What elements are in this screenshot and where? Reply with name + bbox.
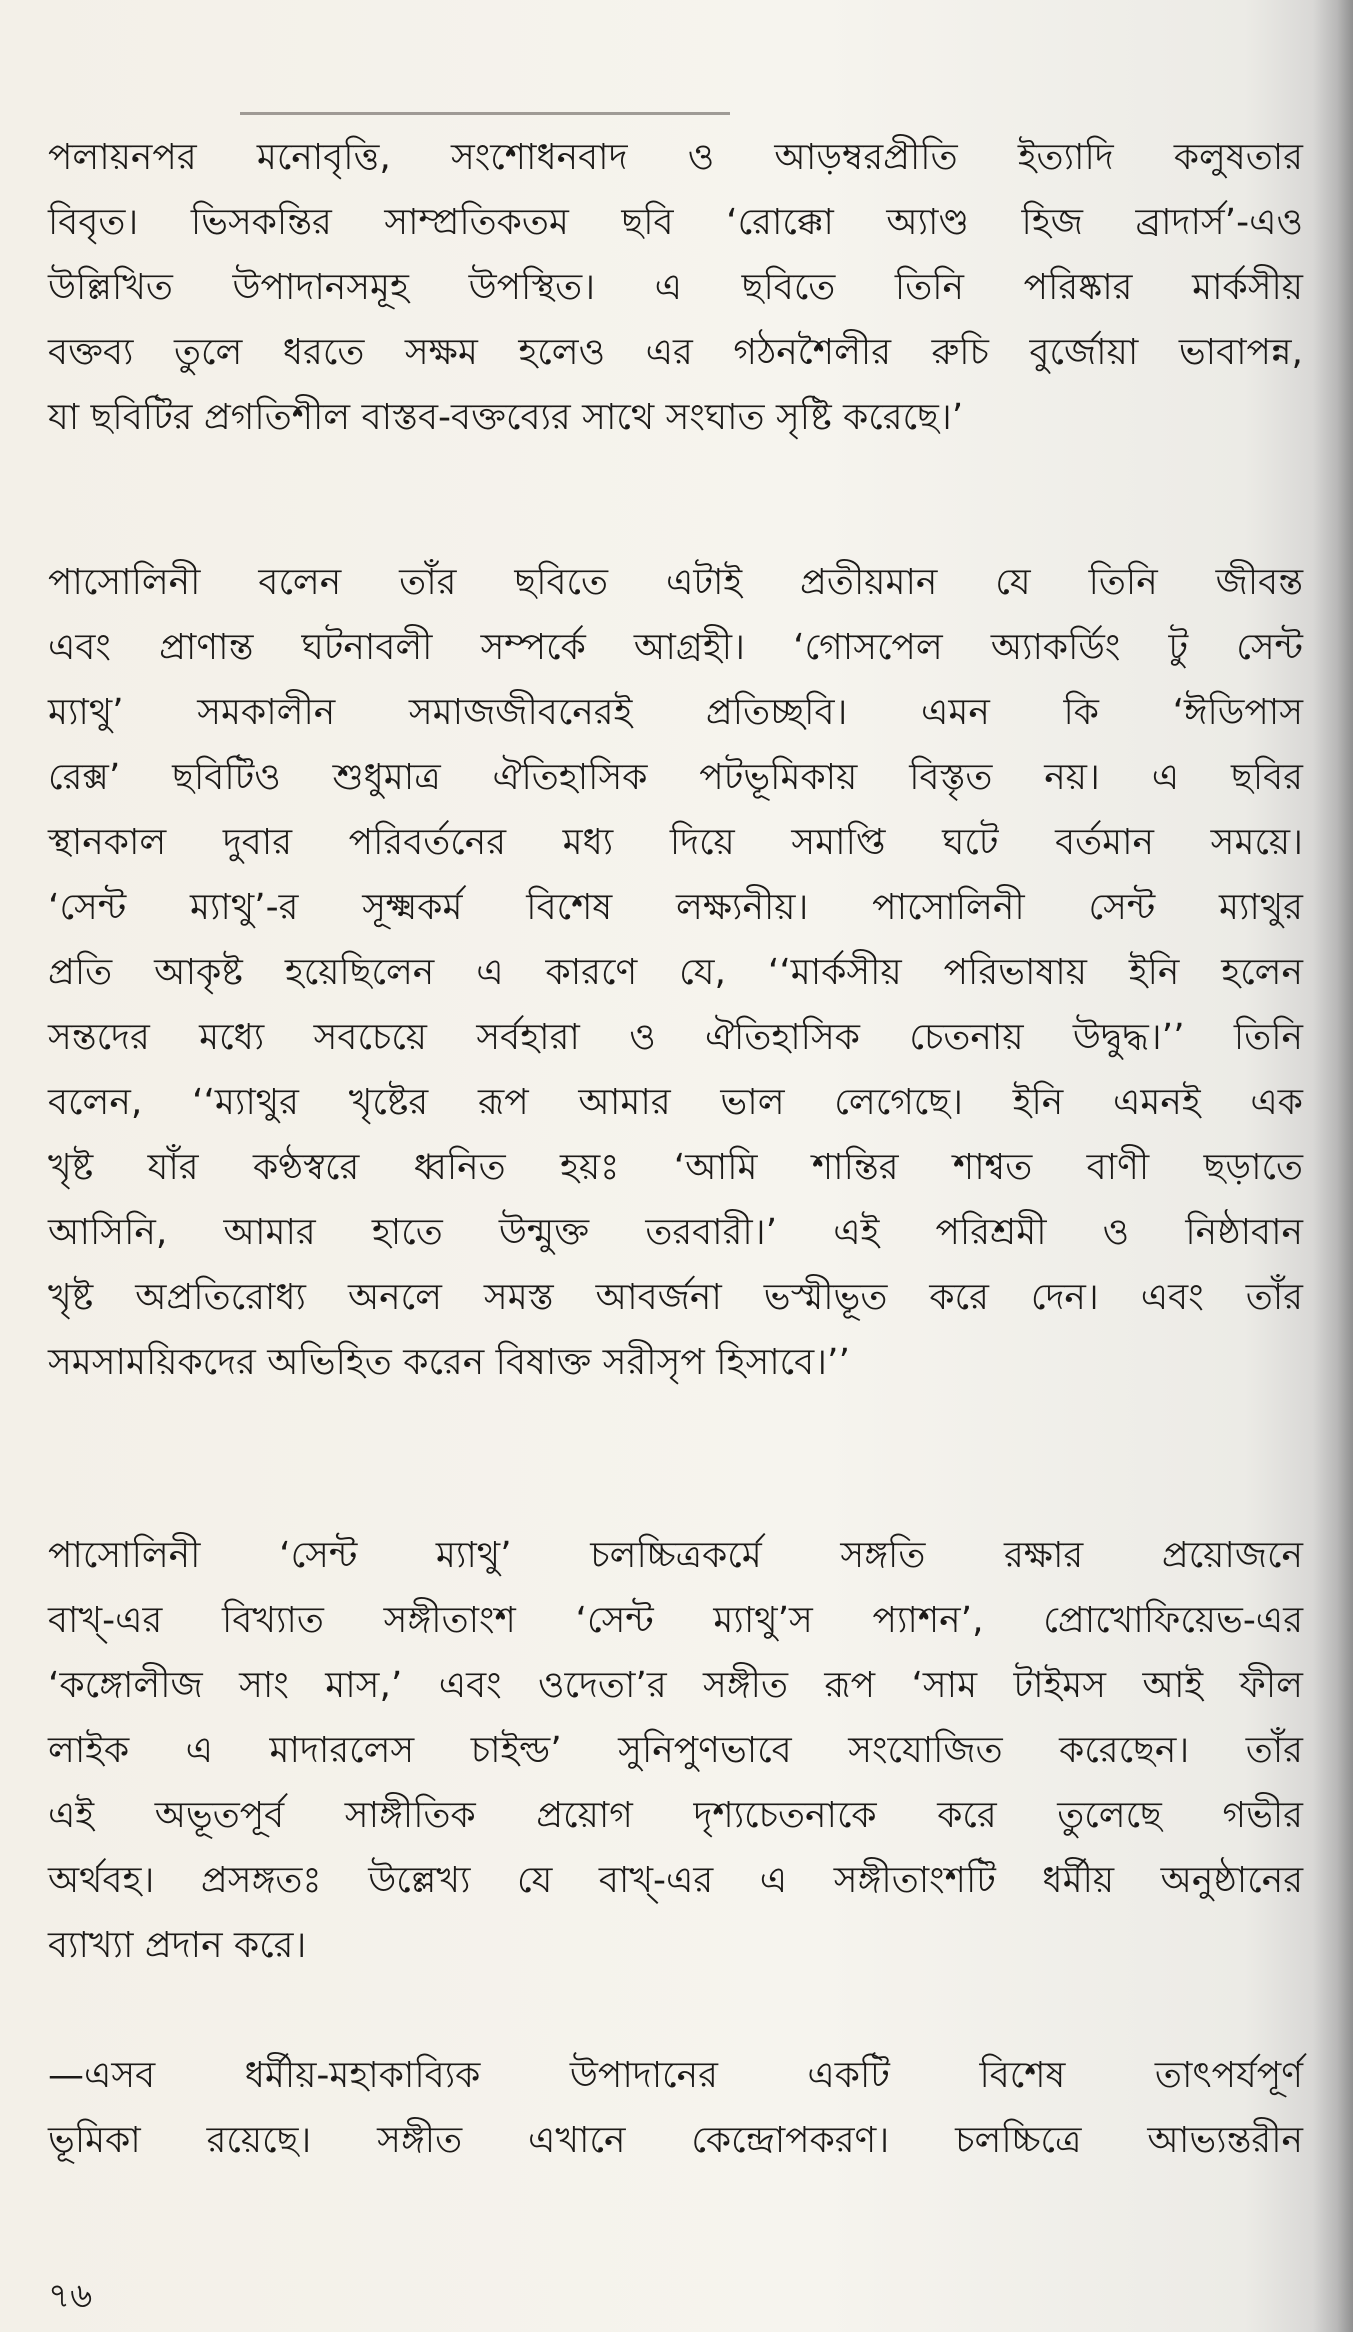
text-line: বাখ্-এর বিখ্যাত সঙ্গীতাংশ ‘সেন্ট ম্যাথু’স প্যাশন’, প্রোখোফিয়েভ-এর	[48, 1600, 1303, 1641]
text-line: রেক্স’ ছবিটিও শুধুমাত্র ঐতিহাসিক পটভূমিকায় বিস্তৃত নয়। এ ছবির	[48, 757, 1303, 798]
text-line: পাসোলিনী বলেন তাঁর ছবিতে এটাই প্রতীয়মান যে তিনি জীবন্ত	[48, 562, 1303, 603]
text-line: ‘কঙ্গোলীজ সাং মাস,’ এবং ওদেতা’র সঙ্গীত রূপ ‘সাম টাইমস আই ফীল	[48, 1665, 1303, 1706]
text-line: ‘সেন্ট ম্যাথু’-র সূক্ষ্মকর্ম বিশেষ লক্ষ্যনীয়। পাসোলিনী সেন্ট ম্যাথুর	[48, 887, 1303, 928]
text-line: খৃষ্ট যাঁর কণ্ঠস্বরে ধ্বনিত হয়ঃ ‘আমি শান্তির শাশ্বত বাণী ছড়াতে	[48, 1147, 1303, 1188]
binding-shadow	[1313, 0, 1353, 2332]
text-line: লাইক এ মাদারলেস চাইল্ড’ সুনিপুণভাবে সংযোজিত করেছেন। তাঁর	[48, 1730, 1303, 1771]
text-line: অর্থবহ। প্রসঙ্গতঃ উল্লেখ্য যে বাখ্-এর এ সঙ্গীতাংশটি ধর্মীয় অনুষ্ঠানের	[48, 1860, 1303, 1901]
text-line: পলায়নপর মনোবৃত্তি, সংশোধনবাদ ও আড়ম্বরপ্রীতি ইত্যাদি কলুষতার	[48, 137, 1303, 178]
text-line: ব্যাখ্যা প্রদান করে।	[48, 1925, 307, 1966]
text-line: স্থানকাল দুবার পরিবর্তনের মধ্য দিয়ে সমাপ্তি ঘটে বর্তমান সময়ে।	[48, 822, 1303, 863]
text-line: পাসোলিনী ‘সেন্ট ম্যাথু’ চলচ্চিত্রকর্মে সঙ্গতি রক্ষার প্রয়োজনে	[48, 1535, 1303, 1576]
text-line: খৃষ্ট অপ্রতিরোধ্য অনলে সমস্ত আবর্জনা ভস্মীভূত করে দেন। এবং তাঁর	[48, 1277, 1303, 1318]
text-line: বিবৃত। ভিসকন্তির সাম্প্রতিকতম ছবি ‘রোক্কো অ্যাণ্ড হিজ ব্রাদার্স’-এও	[48, 202, 1303, 243]
text-line: সন্তদের মধ্যে সবচেয়ে সর্বহারা ও ঐতিহাসিক চেতনায় উদ্বুদ্ধ।’’ তিনি	[48, 1017, 1303, 1058]
text-line: বলেন, ‘‘ম্যাথুর খৃষ্টের রূপ আমার ভাল লেগেছে। ইনি এমনই এক	[48, 1082, 1303, 1123]
page-number: ৭৬	[48, 2276, 93, 2316]
scan-mark	[240, 112, 730, 115]
text-line: এই অভূতপূর্ব সাঙ্গীতিক প্রয়োগ দৃশ্যচেতনাকে করে তুলেছে গভীর	[48, 1795, 1303, 1836]
text-line: বক্তব্য তুলে ধরতে সক্ষম হলেও এর গঠনশৈলীর রুচি বুর্জোয়া ভাবাপন্ন,	[48, 332, 1303, 373]
text-line: এবং প্রাণান্ত ঘটনাবলী সম্পর্কে আগ্রহী। ‘গোসপেল অ্যাকর্ডিং টু সেন্ট	[48, 627, 1303, 668]
text-line: যা ছবিটির প্রগতিশীল বাস্তব-বক্তব্যের সাথে সংঘাত সৃষ্টি করেছে।’	[48, 397, 964, 438]
text-line: ম্যাথু’ সমকালীন সমাজজীবনেরই প্রতিচ্ছবি। এমন কি ‘ঈডিপাস	[48, 692, 1303, 733]
text-line: ভূমিকা রয়েছে। সঙ্গীত এখানে কেন্দ্রোপকরণ। চলচ্চিত্রে আভ্যন্তরীন	[48, 2120, 1303, 2161]
text-line: সমসাময়িকদের অভিহিত করেন বিষাক্ত সরীসৃপ হিসাবে।’’	[48, 1342, 850, 1383]
text-line: আসিনি, আমার হাতে উন্মুক্ত তরবারী।’ এই পরিশ্রমী ও নিষ্ঠাবান	[48, 1212, 1303, 1253]
text-line: —এসব ধর্মীয়-মহাকাব্যিক উপাদানের একটি বিশেষ তাৎপর্যপূর্ণ	[48, 2055, 1303, 2096]
text-line: প্রতি আকৃষ্ট হয়েছিলেন এ কারণে যে, ‘‘মার্কসীয় পরিভাষায় ইনি হলেন	[48, 952, 1303, 993]
text-line: উল্লিখিত উপাদানসমূহ উপস্থিত। এ ছবিতে তিনি পরিষ্কার মার্কসীয়	[48, 267, 1303, 308]
